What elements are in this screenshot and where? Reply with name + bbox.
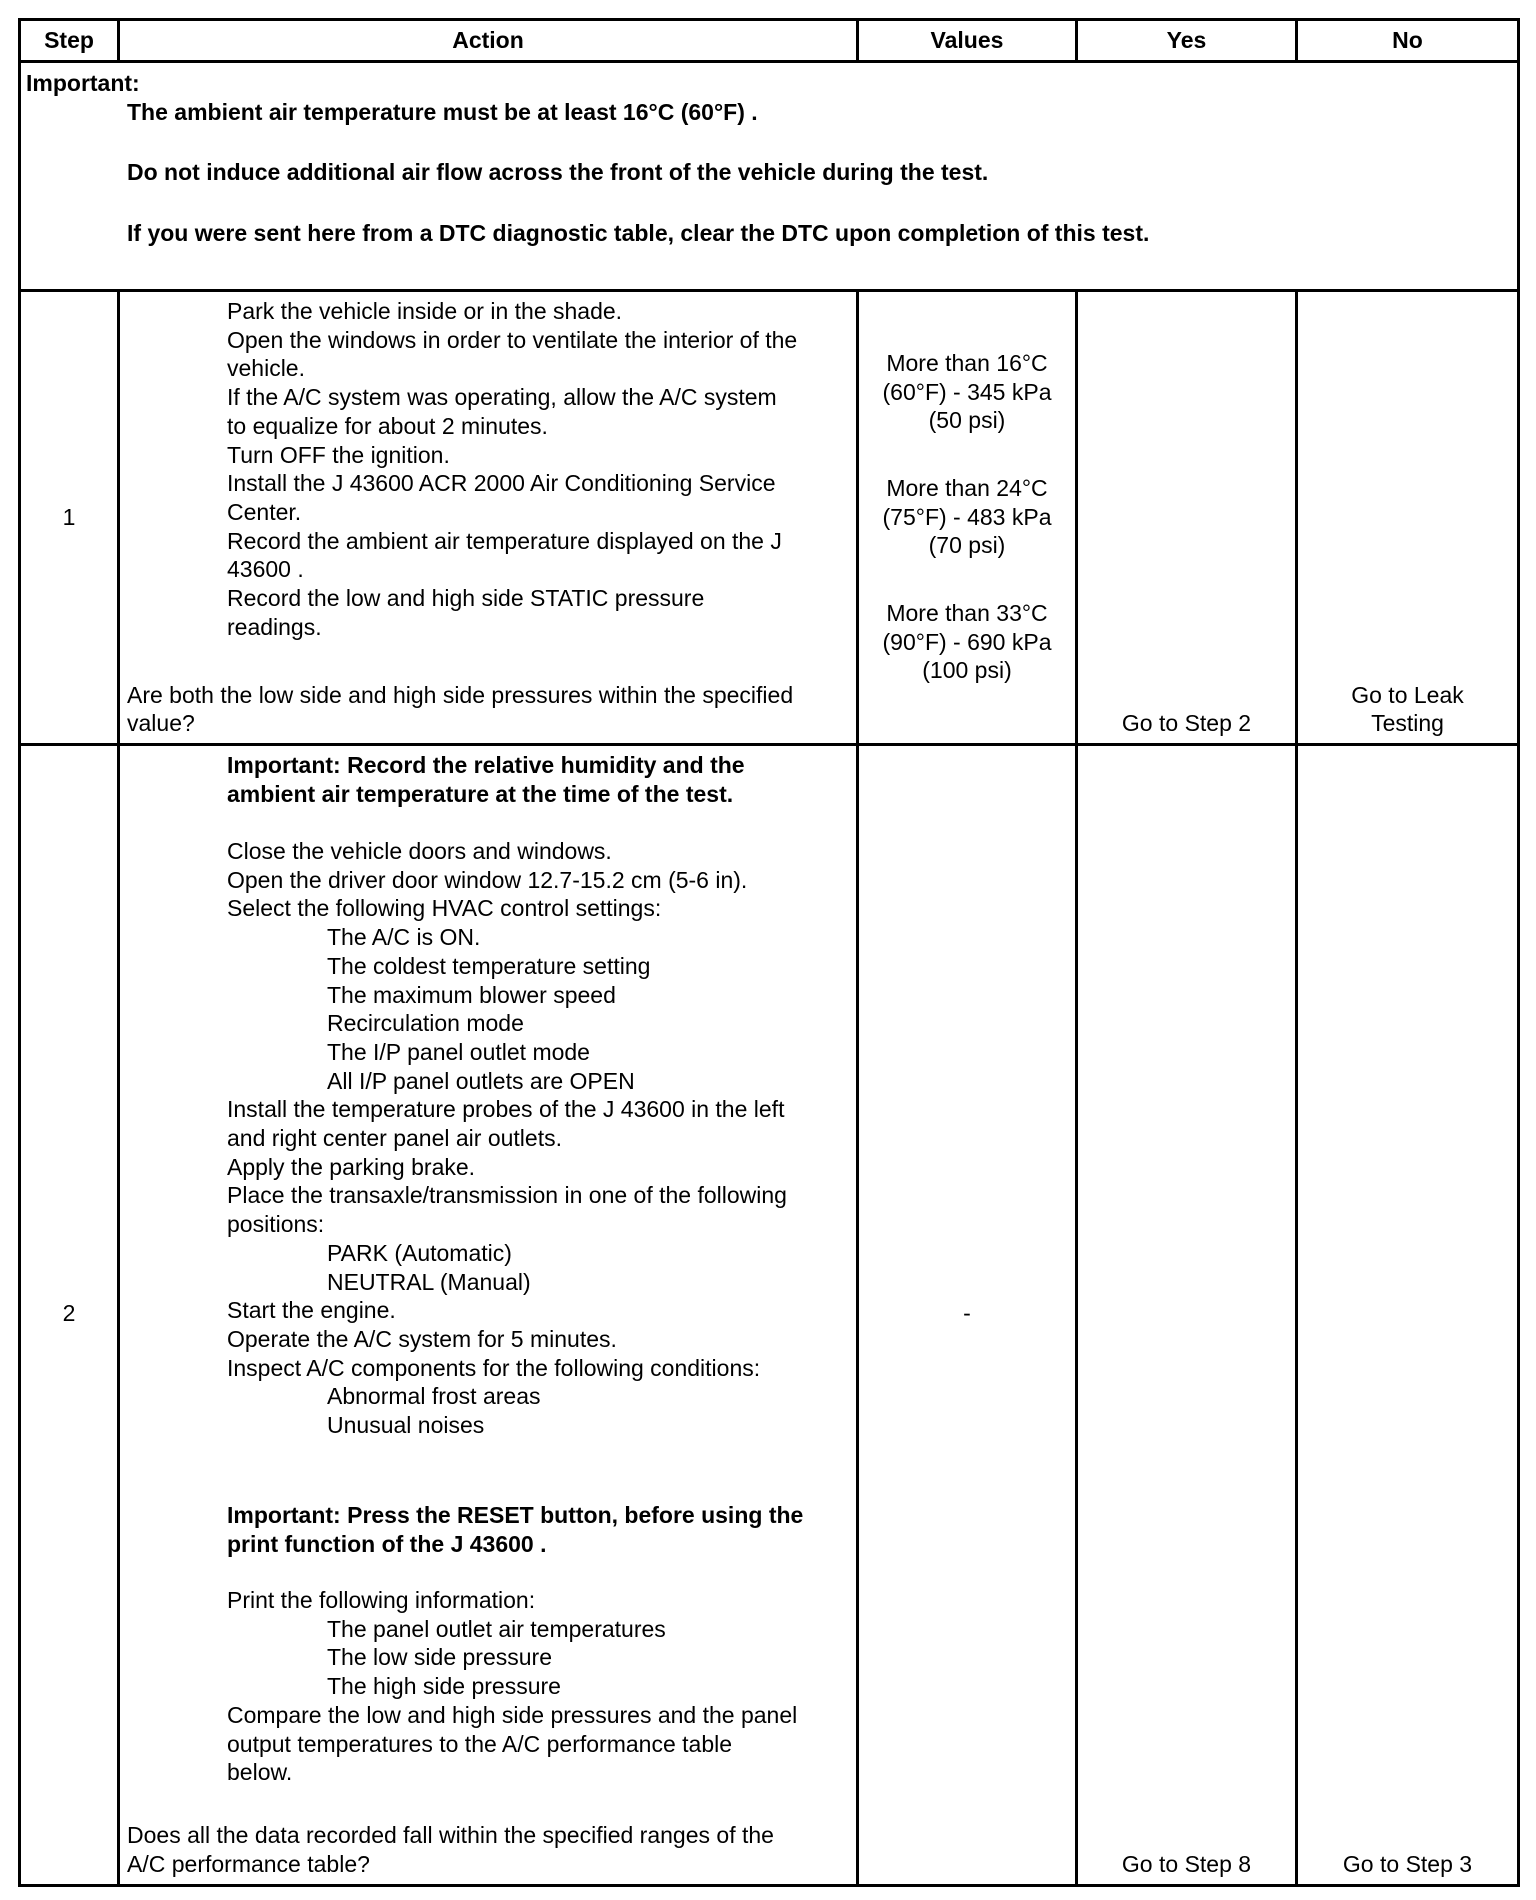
step1-yes: Go to Step 2: [1121, 710, 1252, 736]
step1-value-line: (50 psi): [928, 407, 1006, 434]
header-yes: Yes: [1166, 27, 1207, 53]
important-label: Important:: [26, 70, 140, 96]
header-no: No: [1392, 27, 1423, 53]
step2-yes: Go to Step 8: [1121, 1851, 1252, 1877]
step2-sub-item: PARK (Automatic): [327, 1239, 512, 1266]
step2-sub-item: All I/P panel outlets are OPEN: [327, 1067, 635, 1094]
step1-action-line: Open the windows in order to ventilate the interior of the: [227, 326, 798, 353]
column-divider: [856, 21, 859, 1884]
step1-action-line: 43600 .: [227, 556, 304, 583]
step2-action-line: and right center panel air outlets.: [227, 1125, 562, 1151]
step2-action-line: output temperatures to the A/C performance table: [227, 1730, 733, 1757]
step2-action-line: Select the following HVAC control settings:: [227, 895, 662, 922]
step1-action-line: Center.: [227, 498, 302, 525]
step1-value-line: (75°F) - 483 kPa: [882, 503, 1052, 530]
step2-action-line: positions:: [227, 1211, 325, 1238]
step1-action-line: Record the low and high side STATIC pressure: [227, 585, 705, 611]
step2-action-line: Close the vehicle doors and windows.: [227, 838, 612, 864]
step1-action-line: vehicle.: [227, 355, 305, 382]
step2-important-line: ambient air temperature at the time of the test.: [227, 781, 734, 807]
step1-value-line: (100 psi): [922, 657, 1012, 684]
step1-action-line: to equalize for about 2 minutes.: [227, 412, 548, 439]
step2-action-line: Compare the low and high side pressures and the panel: [227, 1701, 798, 1728]
step1-no: Go to Leak: [1351, 682, 1464, 708]
step1-value-line: More than 24°C: [886, 475, 1048, 501]
step2-sub-item: The coldest temperature setting: [327, 952, 651, 979]
important-line: The ambient air temperature must be at least 16°C (60°F) .: [127, 99, 758, 125]
step1-value-line: (60°F) - 345 kPa: [882, 378, 1052, 405]
step2-sub-item: The maximum blower speed: [327, 981, 616, 1008]
step2-important-line: Important: Press the RESET button, before using the: [227, 1502, 804, 1528]
step2-values: -: [963, 1300, 971, 1326]
step2-question-line: Does all the data recorded fall within the specified ranges of the: [127, 1822, 774, 1848]
step2-action-line: Place the transaxle/transmission in one of the following: [227, 1182, 787, 1209]
header-step: Step: [44, 27, 94, 53]
step2-action-line: Print the following information:: [227, 1587, 536, 1613]
step1-action-line: Install the J 43600 ACR 2000 Air Conditioning Service: [227, 470, 776, 497]
step2-important-line: print function of the J 43600 .: [227, 1531, 547, 1557]
step1-value-line: More than 16°C: [886, 350, 1048, 376]
step1-question-line: value?: [127, 710, 195, 736]
step2-action-line: Apply the parking brake.: [227, 1153, 476, 1180]
row-divider: [21, 743, 1517, 746]
step1-value-line: (90°F) - 690 kPa: [882, 628, 1052, 655]
header-values: Values: [930, 27, 1004, 53]
step-number: 2: [62, 1300, 76, 1326]
important-line: Do not induce additional air flow across the front of the vehicle during the test.: [127, 159, 989, 185]
step2-sub-item: NEUTRAL (Manual): [327, 1268, 531, 1295]
step1-action-line: Turn OFF the ignition.: [227, 441, 450, 468]
step1-action-line: Park the vehicle inside or in the shade.: [227, 298, 623, 324]
step2-sub-item: Recirculation mode: [327, 1010, 524, 1037]
step-number: 1: [62, 504, 76, 530]
step2-sub-item: The low side pressure: [327, 1644, 552, 1671]
column-divider: [117, 21, 120, 1884]
header-action: Action: [452, 27, 524, 53]
row-divider: [21, 289, 1517, 292]
step2-sub-item: The I/P panel outlet mode: [327, 1038, 590, 1065]
step2-important-line: Important: Record the relative humidity and the: [227, 752, 745, 778]
step2-action-line: Start the engine.: [227, 1297, 396, 1324]
diagnostic-table: [18, 18, 1520, 1887]
step2-action-line: Operate the A/C system for 5 minutes.: [227, 1325, 617, 1352]
step1-action-line: readings.: [227, 613, 322, 640]
important-line: If you were sent here from a DTC diagnostic table, clear the DTC upon completion of this test.: [127, 220, 1150, 246]
step1-action-line: If the A/C system was operating, allow the A/C system: [227, 384, 777, 411]
step1-question-line: Are both the low side and high side pressures within the specified: [127, 682, 794, 708]
step2-action-line: Inspect A/C components for the following conditions:: [227, 1354, 761, 1381]
step2-action-line: below.: [227, 1759, 293, 1786]
step1-action-line: Record the ambient air temperature displayed on the J: [227, 527, 782, 554]
step2-sub-item: The panel outlet air temperatures: [327, 1615, 666, 1642]
step2-sub-item: Abnormal frost areas: [327, 1383, 541, 1410]
step2-action-line: Open the driver door window 12.7-15.2 cm (5-6 in).: [227, 866, 748, 893]
step1-value-line: (70 psi): [928, 532, 1006, 559]
step2-sub-item: The A/C is ON.: [327, 924, 481, 951]
step1-no: Testing: [1371, 710, 1444, 736]
step2-question-line: A/C performance table?: [127, 1851, 370, 1877]
step2-action-line: Install the temperature probes of the J 43600 in the left: [227, 1096, 785, 1123]
column-divider: [1295, 21, 1298, 1884]
column-divider: [1075, 21, 1078, 1884]
step2-sub-item: The high side pressure: [327, 1673, 561, 1700]
step2-sub-item: Unusual noises: [327, 1412, 485, 1438]
step1-value-line: More than 33°C: [886, 600, 1048, 626]
step2-no: Go to Step 3: [1342, 1851, 1473, 1877]
